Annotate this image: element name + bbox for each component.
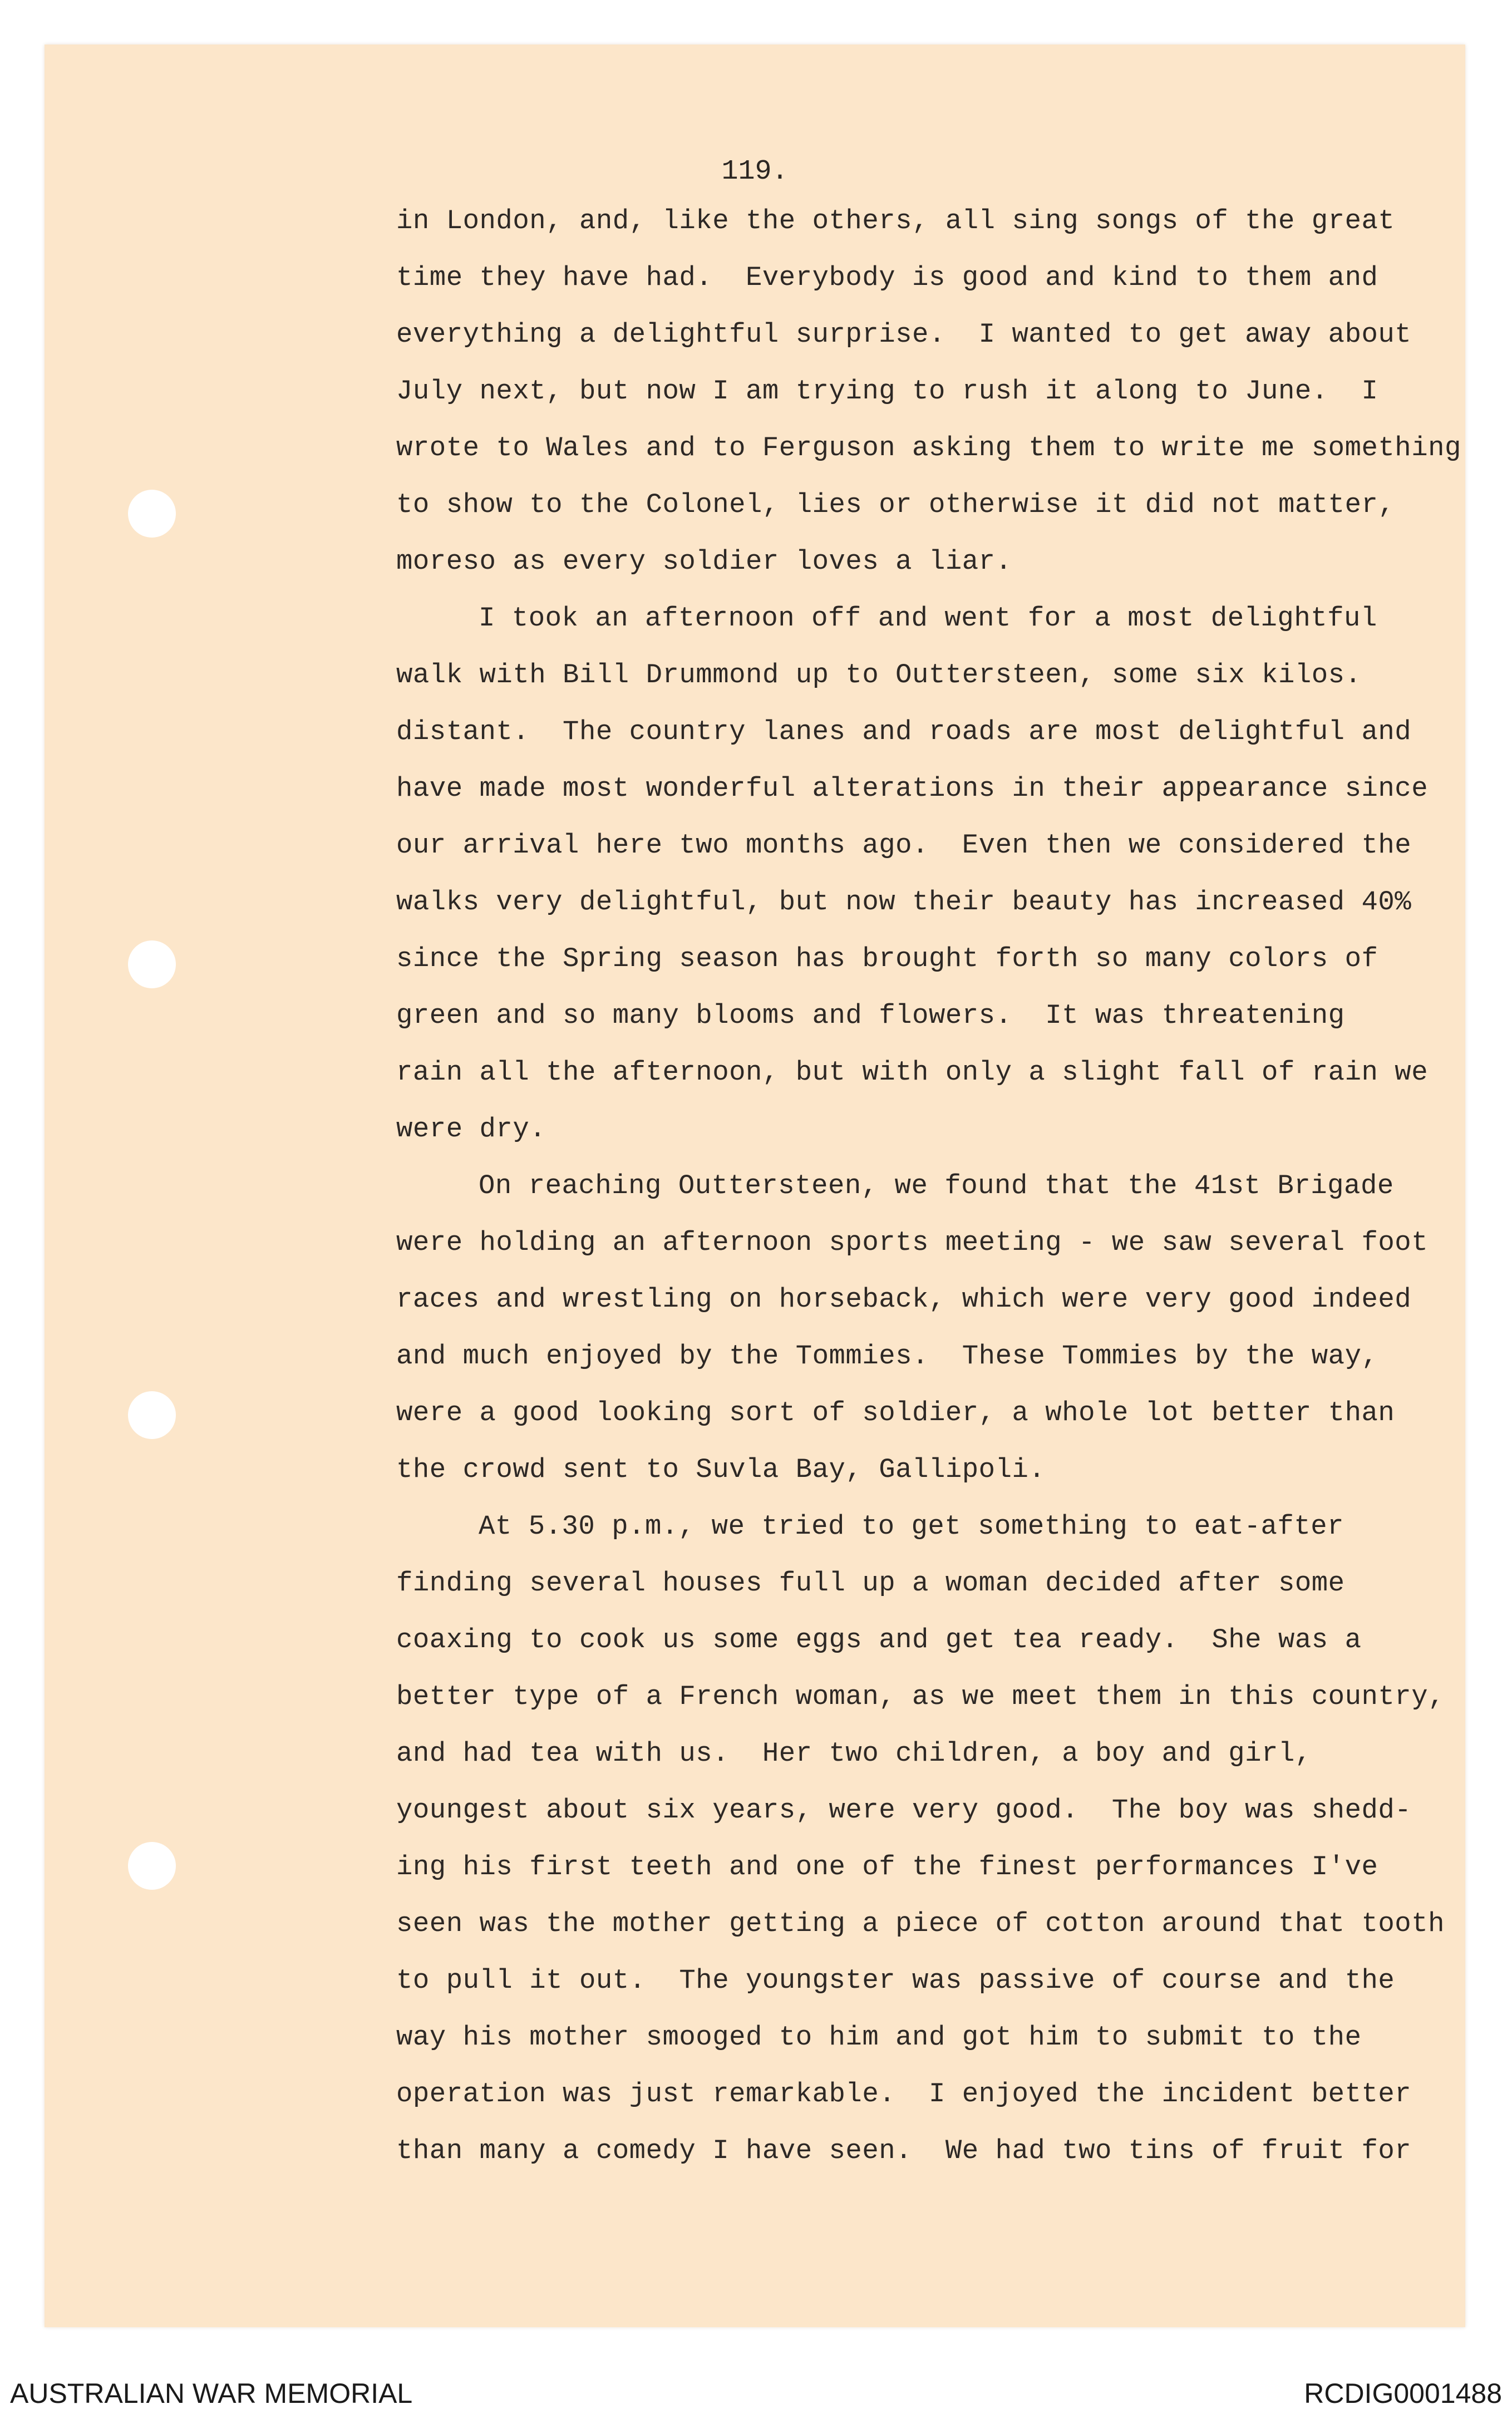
text-line: rain all the afternoon, but with only a slight fall of rain we <box>396 1057 1429 1088</box>
text-line: since the Spring season has brought forth so many colors of <box>396 943 1378 974</box>
text-line: and had tea with us. Her two children, a boy and girl, <box>396 1738 1312 1769</box>
archive-institution-label: AUSTRALIAN WAR MEMORIAL <box>10 2378 413 2409</box>
archive-reference-label: RCDIG0001488 <box>1304 2378 1502 2409</box>
text-line: to show to the Colonel, lies or otherwise it did not matter, <box>396 489 1395 520</box>
text-line: On reaching Outtersteen, we found that the 41st Brigade <box>479 1170 1394 1201</box>
text-line: distant. The country lanes and roads are most delightful and <box>396 716 1412 747</box>
text-line: races and wrestling on horseback, which were very good indeed <box>396 1284 1412 1315</box>
text-line: were a good looking sort of soldier, a whole lot better than <box>396 1397 1395 1428</box>
text-line: coaxing to cook us some eggs and get tea ready. She was a <box>396 1624 1362 1656</box>
text-line: At 5.30 p.m., we tried to get something to eat-after <box>479 1511 1344 1542</box>
text-line: and much enjoyed by the Tommies. These Tommies by the way, <box>396 1341 1378 1372</box>
punch-hole <box>128 940 176 988</box>
text-line: time they have had. Everybody is good and kind to them and <box>396 262 1378 293</box>
text-line: moreso as every soldier loves a liar. <box>396 546 1012 577</box>
text-line: than many a comedy I have seen. We had two tins of fruit for <box>396 2135 1412 2166</box>
text-line: were holding an afternoon sports meeting - we saw several foot <box>396 1227 1429 1258</box>
text-line: everything a delightful surprise. I wanted to get away about <box>396 319 1412 350</box>
text-line: seen was the mother getting a piece of cotton around that tooth <box>396 1908 1445 1939</box>
text-line: ing his first teeth and one of the finest performances I've <box>396 1851 1378 1883</box>
text-line: to pull it out. The youngster was passive of course and the <box>396 1965 1395 1996</box>
text-line: youngest about six years, were very good. The boy was shedd- <box>396 1795 1412 1826</box>
text-line: were dry. <box>396 1114 546 1145</box>
page-number: 119. <box>721 156 789 188</box>
text-line: have made most wonderful alterations in their appearance since <box>396 773 1429 804</box>
text-line: July next, but now I am trying to rush it along to June. I <box>396 376 1378 407</box>
text-line: operation was just remarkable. I enjoyed the incident better <box>396 2078 1412 2110</box>
punch-hole <box>128 1391 176 1439</box>
punch-hole <box>128 490 176 538</box>
punch-hole <box>128 1842 176 1890</box>
text-line: walks very delightful, but now their beauty has increased 40% <box>396 886 1412 918</box>
document-page <box>45 45 1465 2327</box>
text-line: in London, and, like the others, all sing songs of the great <box>396 205 1395 237</box>
text-line: better type of a French woman, as we meet them in this country, <box>396 1681 1445 1712</box>
text-line: green and so many blooms and flowers. It was threatening <box>396 1000 1345 1031</box>
text-line: the crowd sent to Suvla Bay, Gallipoli. <box>396 1454 1046 1485</box>
text-line: I took an afternoon off and went for a most delightful <box>479 603 1377 634</box>
text-line: way his mother smooged to him and got him to submit to the <box>396 2022 1362 2053</box>
text-line: wrote to Wales and to Ferguson asking them to write me something <box>396 432 1461 464</box>
text-line: finding several houses full up a woman decided after some <box>396 1568 1345 1599</box>
text-line: walk with Bill Drummond up to Outtersteen, some six kilos. <box>396 659 1362 691</box>
text-line: our arrival here two months ago. Even then we considered the <box>396 830 1412 861</box>
